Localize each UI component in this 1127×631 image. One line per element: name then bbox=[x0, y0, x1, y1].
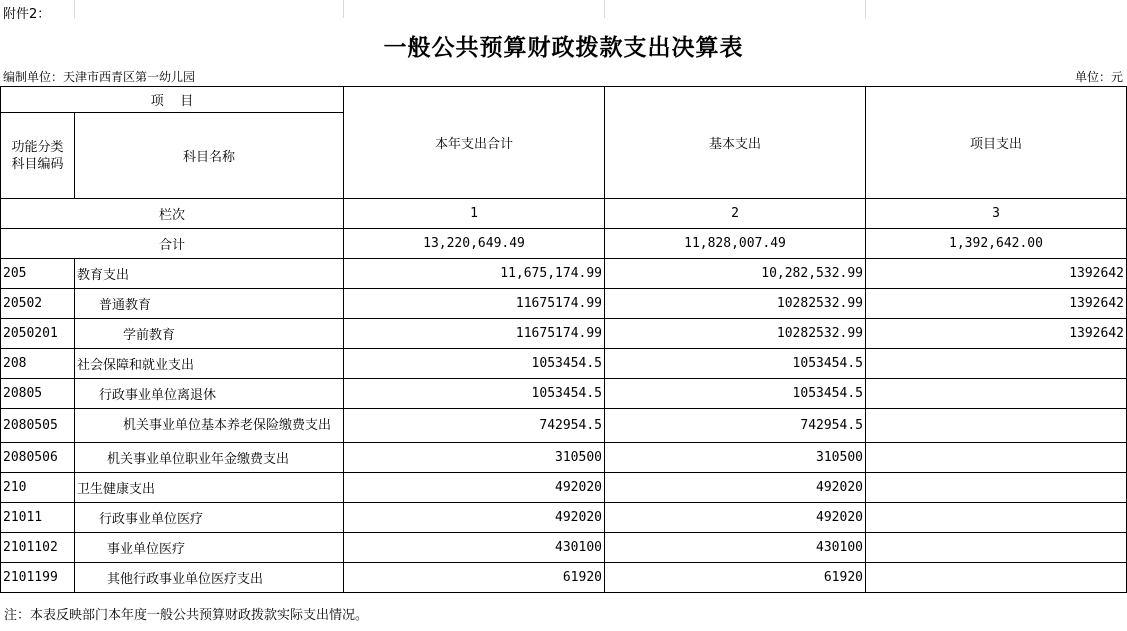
row-total: 430100 bbox=[344, 533, 605, 563]
header-total: 本年支出合计 bbox=[344, 87, 605, 199]
row-code: 205 bbox=[1, 259, 75, 289]
grid-line bbox=[865, 0, 866, 18]
row-project: 1392642 bbox=[866, 289, 1127, 319]
row-code: 2080505 bbox=[1, 409, 75, 443]
row-project bbox=[866, 349, 1127, 379]
row-code: 208 bbox=[1, 349, 75, 379]
table-row bbox=[1, 319, 1127, 349]
row-number-label: 栏次 bbox=[1, 199, 344, 229]
grid-line bbox=[604, 0, 605, 18]
row-total: 11675174.99 bbox=[344, 289, 605, 319]
page-title: 一般公共预算财政拨款支出决算表 bbox=[383, 34, 744, 61]
row-basic: 10282532.99 bbox=[605, 289, 866, 319]
budget-table bbox=[0, 86, 1127, 593]
compiling-unit: 编制单位：天津市西青区第一幼儿园 bbox=[3, 70, 196, 84]
row-total: 742954.5 bbox=[344, 409, 605, 443]
row-project bbox=[866, 563, 1127, 593]
row-project: 1392642 bbox=[866, 319, 1127, 349]
row-code: 2050201 bbox=[1, 319, 75, 349]
table-row bbox=[1, 473, 1127, 503]
row-name: 学前教育 bbox=[75, 319, 344, 349]
row-name: 机关事业单位职业年金缴费支出 bbox=[75, 443, 344, 473]
table-row bbox=[1, 289, 1127, 319]
row-name: 普通教育 bbox=[75, 289, 344, 319]
row-project bbox=[866, 533, 1127, 563]
row-name: 事业单位医疗 bbox=[75, 533, 344, 563]
sum-total: 13,220,649.49 bbox=[344, 229, 605, 259]
row-code: 20502 bbox=[1, 289, 75, 319]
row-project bbox=[866, 443, 1127, 473]
header-basic: 基本支出 bbox=[605, 87, 866, 199]
row-name: 行政事业单位医疗 bbox=[75, 503, 344, 533]
row-project bbox=[866, 409, 1127, 443]
currency-unit: 单位：元 bbox=[1074, 70, 1123, 84]
row-basic: 61920 bbox=[605, 563, 866, 593]
grid-line bbox=[74, 0, 75, 18]
row-basic: 10282532.99 bbox=[605, 319, 866, 349]
row-code: 20805 bbox=[1, 379, 75, 409]
row-total: 11675174.99 bbox=[344, 319, 605, 349]
row-basic: 310500 bbox=[605, 443, 866, 473]
header-item-group: 项 目 bbox=[1, 87, 344, 113]
row-basic: 1053454.5 bbox=[605, 379, 866, 409]
row-project bbox=[866, 379, 1127, 409]
row-total: 310500 bbox=[344, 443, 605, 473]
table-row bbox=[1, 259, 1127, 289]
row-name: 教育支出 bbox=[75, 259, 344, 289]
row-name: 行政事业单位离退休 bbox=[75, 379, 344, 409]
table-row bbox=[1, 443, 1127, 473]
header-code: 功能分类科目编码 bbox=[1, 113, 75, 199]
header-name: 科目名称 bbox=[75, 113, 344, 199]
table-row bbox=[1, 563, 1127, 593]
row-project: 1392642 bbox=[866, 259, 1127, 289]
row-project bbox=[866, 503, 1127, 533]
footnote: 注：本表反映部门本年度一般公共预算财政拨款实际支出情况。 bbox=[4, 608, 369, 623]
row-code: 2101102 bbox=[1, 533, 75, 563]
table-row bbox=[1, 503, 1127, 533]
attachment-label: 附件2： bbox=[3, 7, 51, 22]
row-total: 1053454.5 bbox=[344, 379, 605, 409]
row-total: 492020 bbox=[344, 503, 605, 533]
row-total: 61920 bbox=[344, 563, 605, 593]
sum-basic: 11,828,007.49 bbox=[605, 229, 866, 259]
row-code: 2101199 bbox=[1, 563, 75, 593]
sum-label: 合计 bbox=[1, 229, 344, 259]
sum-project: 1,392,642.00 bbox=[866, 229, 1127, 259]
row-name: 卫生健康支出 bbox=[75, 473, 344, 503]
row-code: 210 bbox=[1, 473, 75, 503]
row-basic: 10,282,532.99 bbox=[605, 259, 866, 289]
row-basic: 492020 bbox=[605, 503, 866, 533]
col-number-3: 3 bbox=[866, 199, 1127, 229]
row-total: 1053454.5 bbox=[344, 349, 605, 379]
row-basic: 430100 bbox=[605, 533, 866, 563]
row-basic: 742954.5 bbox=[605, 409, 866, 443]
col-number-1: 1 bbox=[344, 199, 605, 229]
row-basic: 492020 bbox=[605, 473, 866, 503]
grid-line bbox=[343, 0, 344, 18]
table-row bbox=[1, 533, 1127, 563]
row-basic: 1053454.5 bbox=[605, 349, 866, 379]
row-name: 机关事业单位基本养老保险缴费支出 bbox=[75, 409, 344, 443]
table-row bbox=[1, 349, 1127, 379]
row-total: 492020 bbox=[344, 473, 605, 503]
row-total: 11,675,174.99 bbox=[344, 259, 605, 289]
row-project bbox=[866, 473, 1127, 503]
col-number-2: 2 bbox=[605, 199, 866, 229]
row-code: 21011 bbox=[1, 503, 75, 533]
table-row bbox=[1, 409, 1127, 443]
table-row bbox=[1, 379, 1127, 409]
header-project: 项目支出 bbox=[866, 87, 1127, 199]
row-code: 2080506 bbox=[1, 443, 75, 473]
row-name: 社会保障和就业支出 bbox=[75, 349, 344, 379]
row-name: 其他行政事业单位医疗支出 bbox=[75, 563, 344, 593]
